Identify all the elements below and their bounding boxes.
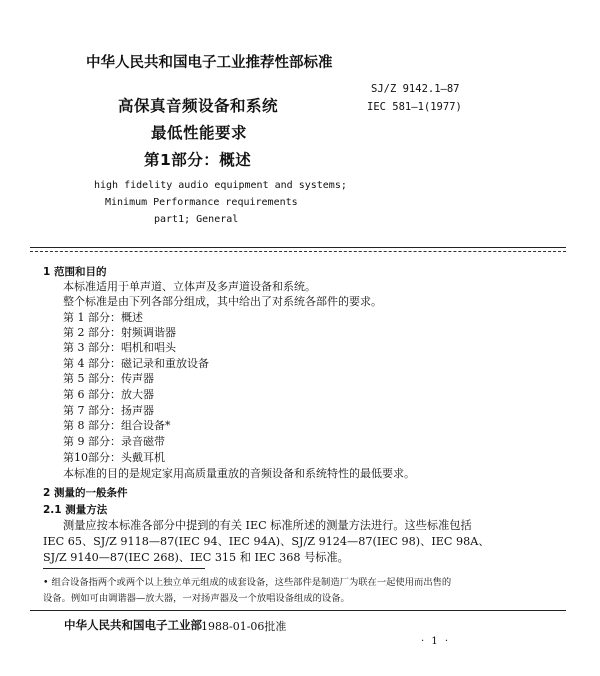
- section-2-heading: 2 测量的一般条件: [43, 487, 128, 499]
- title-line-2: 最低性能要求: [151, 124, 248, 142]
- part-list-item: 第 8 部分：组合设备*: [63, 419, 171, 432]
- part-list-item: 第 2 部分：射频调谐器: [63, 326, 176, 339]
- part-list-item: 第 7 部分：扬声器: [63, 404, 154, 417]
- english-title-3: part1; General: [154, 214, 239, 225]
- section-2-1-heading: 2.1 测量方法: [43, 504, 108, 516]
- title-line-3: 第1部分：概述: [144, 151, 252, 169]
- standard-org-title: 中华人民共和国电子工业推荐性部标准: [86, 55, 333, 71]
- issuing-ministry: 中华人民共和国电子工业部: [64, 618, 202, 632]
- section-2-paragraph-line-3: SJ/Z 9140—87(IEC 268)、IEC 315 和 IEC 368 号标准。: [43, 551, 349, 564]
- footer-divider: [30, 610, 566, 611]
- section-2-paragraph-line-2: IEC 65、SJ/Z 9118—87(IEC 94、IEC 94A)、SJ/Z 9124—87(IEC 98)、IEC 98A、: [43, 535, 490, 548]
- section-1-heading: 1 范围和目的: [43, 266, 107, 278]
- footnote-line-1: • 组合设备指两个或两个以上独立单元组成的成套设备，这些部件是制造厂为联在一起使用而出售的: [43, 577, 452, 588]
- title-line-1: 高保真音频设备和系统: [118, 97, 279, 115]
- section-1-paragraph-3: 本标准的目的是规定家用高质量重放的音频设备和系统特性的最低要求。: [63, 467, 415, 480]
- header-divider-top: [30, 247, 566, 248]
- part-list-item: 第 6 部分：放大器: [63, 388, 154, 401]
- footnote-line-2: 设备。例如可由调谐器—放大器，一对扬声器及一个放唱设备组成的设备。: [43, 593, 350, 604]
- iec-code: IEC 581—1(1977): [367, 101, 462, 113]
- part-list-item: 第 3 部分：唱机和唱头: [63, 341, 176, 354]
- section-1-paragraph-2: 整个标准是由下列各部分组成，其中给出了对系统各部件的要求。: [63, 295, 382, 308]
- section-1-paragraph-1: 本标准适用于单声道、立体声及多声道设备和系统。: [63, 280, 316, 293]
- approval-date: 1988-01-06批准: [201, 620, 287, 633]
- part-list-item: 第 9 部分：录音磁带: [63, 435, 165, 448]
- page-number: · 1 ·: [421, 636, 451, 647]
- part-list-item: 第 5 部分：传声器: [63, 372, 154, 385]
- part-list-item: 第 4 部分：磁记录和重放设备: [63, 357, 209, 370]
- header-divider-bottom: [30, 251, 566, 252]
- section-2-paragraph-line-1: 测量应按本标准各部分中提到的有关 IEC 标准所述的测量方法进行。这些标准包括: [63, 519, 472, 532]
- part-list-item: 第10部分：头戴耳机: [63, 451, 165, 464]
- english-title-2: Minimum Performance requirements: [105, 197, 298, 208]
- standard-code: SJ/Z 9142.1—87: [371, 83, 460, 95]
- footnote-separator: [43, 568, 205, 569]
- english-title-1: high fidelity audio equipment and systems;: [94, 180, 347, 191]
- part-list-item: 第 1 部分：概述: [63, 311, 143, 324]
